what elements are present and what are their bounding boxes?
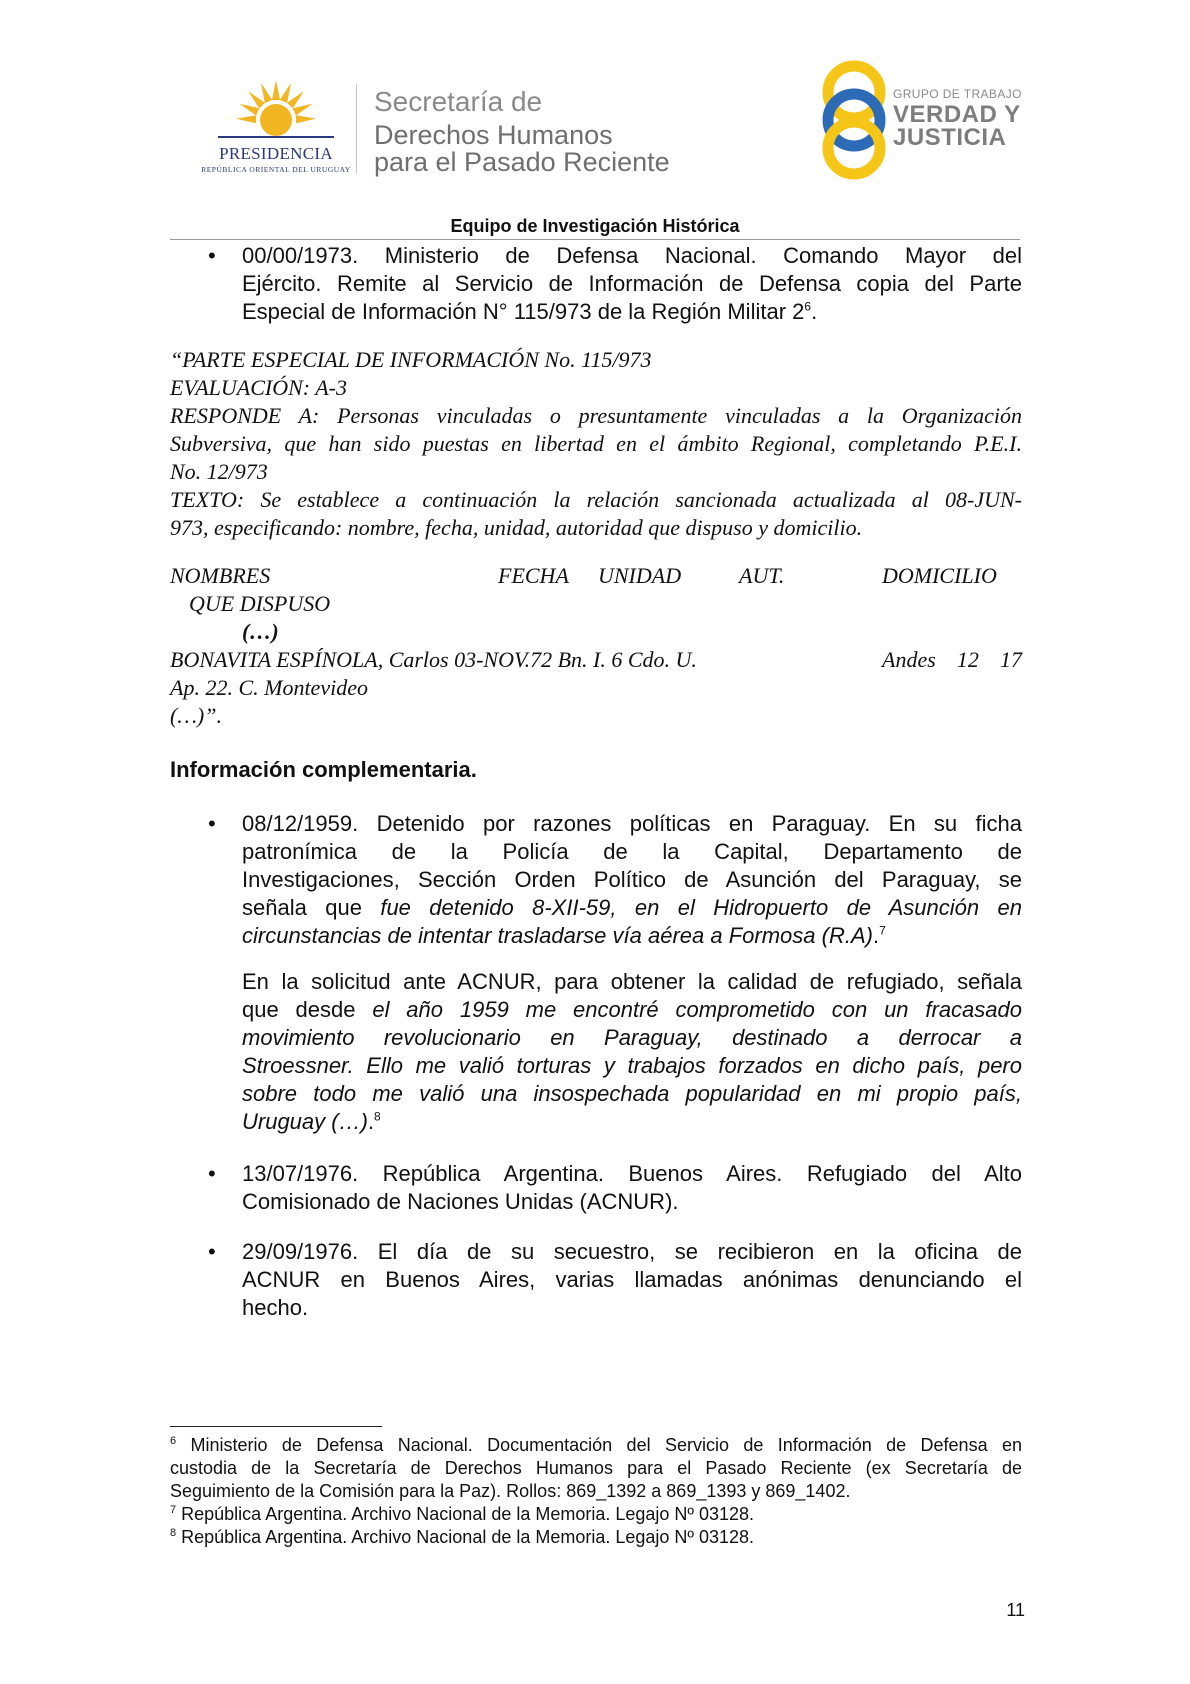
justicia-label: JUSTICIA [893, 124, 1007, 151]
presidencia-subtitle: REPÚBLICA ORIENTAL DEL URUGUAY [201, 165, 351, 174]
quote-line: No. 12/973 [170, 459, 268, 484]
text-line: ACNUR en Buenos Aires, varias llamadas anónimas denunciando el [242, 1267, 1022, 1292]
verdad-y-label: VERDAD Y [893, 101, 1021, 128]
footnote-line: Seguimiento de la Comisión para la Paz). Rollos: 869_1392 a 869_1393 y 869_1402. [170, 1481, 851, 1501]
text-line: patronímica de la Policía de la Capital, Departamento de [242, 839, 1022, 864]
quote-line: 973, especificando: nombre, fecha, unidad, autoridad que dispuso y domicilio. [170, 515, 863, 540]
secretaria-line-1: Secretaría de [374, 86, 543, 117]
quoted-segment: fue detenido 8-XII-59, en el Hidropuerto de Asunción en [380, 895, 1023, 920]
table-row-line-2: Ap. 22. C. Montevideo [170, 675, 368, 700]
quoted-report [170, 346, 1022, 542]
secretaria-line-3: para el Pasado Reciente [374, 147, 670, 177]
table-header-unidad: UNIDAD [598, 563, 682, 588]
table-header-que-dispuso: QUE DISPUSO [189, 591, 331, 616]
text-segment: . [872, 923, 880, 948]
bullet-marker: • [208, 1161, 216, 1186]
quote-closing: (…)”. [170, 703, 222, 728]
text-segment: Especial de Información N° 115/973 de la Región Militar 2 [242, 299, 805, 324]
text-line [242, 922, 1022, 950]
bullet-item-1973 [242, 242, 1022, 326]
table-header-fecha: FECHA [498, 563, 569, 588]
bullet-marker: • [208, 1239, 216, 1264]
grupo-de-trabajo-label: GRUPO DE TRABAJO [893, 87, 1022, 101]
text-line: sobre todo me valió una insospechada popularidad en mi propio país, [242, 1081, 1022, 1106]
text-segment: que desde [242, 997, 373, 1022]
sun-icon [218, 76, 334, 146]
text-line: 29/09/1976. El día de su secuestro, se recibieron en la oficina de [242, 1239, 1022, 1264]
header-divider [356, 84, 357, 174]
bullet-marker: • [208, 811, 216, 836]
text-segment: señala que [242, 895, 381, 920]
header-rule [170, 239, 1020, 240]
table-row-line-1: BONAVITA ESPÍNOLA, Carlos 03-NOV.72 Bn. I. 6 Cdo. U. [170, 647, 697, 672]
text-line: 13/07/1976. República Argentina. Buenos Aires. Refugiado del Alto [242, 1161, 1022, 1186]
text-line: Investigaciones, Sección Orden Político de Asunción del Paraguay, se [242, 867, 1022, 892]
section-heading: Información complementaria. [170, 757, 477, 782]
footnote-line [170, 1526, 1022, 1549]
text-line [242, 996, 1022, 1024]
footnote-number: 6 [170, 1435, 177, 1447]
footnote-line: custodia de la Secretaría de Derechos Humanos para el Pasado Reciente (ex Secretaría de [170, 1458, 1022, 1478]
quote-line: EVALUACIÓN: A-3 [170, 375, 347, 400]
bullet-item-1959 [242, 810, 1022, 950]
quote-line: Subversiva, que han sido puestas en libertad en el ámbito Regional, completando P.E.I. [170, 431, 1022, 456]
table-header-aut: AUT. [739, 563, 785, 588]
quote-line: RESPONDE A: Personas vinculadas o presuntamente vinculadas a la Organización [170, 403, 1022, 428]
footnote-ref: 6 [804, 299, 812, 314]
quoted-segment: circunstancias de intentar trasladarse vía aérea a Formosa (R.A) [242, 923, 873, 948]
footnote-line [170, 1503, 1022, 1526]
footnote-separator [170, 1426, 382, 1427]
footnote-text: República Argentina. Archivo Nacional de la Memoria. Legajo Nº 03128. [181, 1504, 755, 1524]
bullet-item-1976-acnur [242, 1160, 1022, 1216]
text-line: hecho. [242, 1295, 309, 1320]
quoted-segment: el año 1959 me encontré comprometido con un fracasado [372, 997, 1022, 1022]
text-line: 08/12/1959. Detenido por razones políticas en Paraguay. En su ficha [242, 811, 1022, 836]
acnur-paragraph [242, 968, 1022, 1136]
table-header-domicilio: DOMICILIO [882, 563, 997, 588]
footnote-7 [170, 1503, 1022, 1526]
presidencia-logo [196, 76, 356, 176]
footnote-text: República Argentina. Archivo Nacional de la Memoria. Legajo Nº 03128. [181, 1527, 755, 1547]
text-line [242, 1108, 1022, 1136]
footnote-number: 7 [170, 1504, 177, 1516]
table-header-nombres: NOMBRES [170, 563, 271, 588]
page-number: 11 [1006, 1600, 1025, 1620]
text-line: Comisionado de Naciones Unidas (ACNUR). [242, 1189, 679, 1214]
bullet-item-1976-secuestro [242, 1238, 1022, 1322]
footnote-ref: 7 [879, 923, 886, 938]
table-row-address: Andes 12 17 [882, 647, 1022, 672]
ellipsis-marker: (…) [242, 619, 279, 644]
text-line: Stroessner. Ello me valió torturas y trabajos forzados en dicho país, pero [242, 1053, 1022, 1078]
unit-title: Equipo de Investigación Histórica [450, 216, 740, 236]
secretaria-line-2: Derechos Humanos [374, 120, 613, 150]
footnote-number: 8 [170, 1527, 177, 1539]
text-line: Ejército. Remite al Servicio de Información de Defensa copia del Parte [242, 271, 1022, 296]
footnote-6 [170, 1434, 1022, 1503]
text-segment: . [367, 1109, 375, 1134]
presidencia-word: PRESIDENCIA [219, 144, 333, 163]
footnote-line [170, 1434, 1022, 1457]
quote-line: TEXTO: Se establece a continuación la relación sancionada actualizada al 08-JUN- [170, 487, 1022, 512]
quote-line: “PARTE ESPECIAL DE INFORMACIÓN No. 115/973 [170, 347, 652, 372]
text-line: En la solicitud ante ACNUR, para obtener la calidad de refugiado, señala [242, 969, 1022, 994]
bullet-marker: • [208, 243, 216, 268]
text-line [242, 298, 1022, 326]
text-line: 00/00/1973. Ministerio de Defensa Nacional. Comando Mayor del [242, 243, 1022, 268]
footnote-8 [170, 1526, 1022, 1549]
text-line [242, 894, 1022, 922]
footnote-text: Ministerio de Defensa Nacional. Documentación del Servicio de Información de Defensa en [190, 1435, 1022, 1455]
footnote-ref: 8 [374, 1109, 381, 1124]
quoted-segment: Uruguay (…) [242, 1109, 368, 1134]
text-segment: . [811, 299, 818, 324]
text-line: movimiento revolucionario en Paraguay, destinado a derrocar a [242, 1025, 1022, 1050]
